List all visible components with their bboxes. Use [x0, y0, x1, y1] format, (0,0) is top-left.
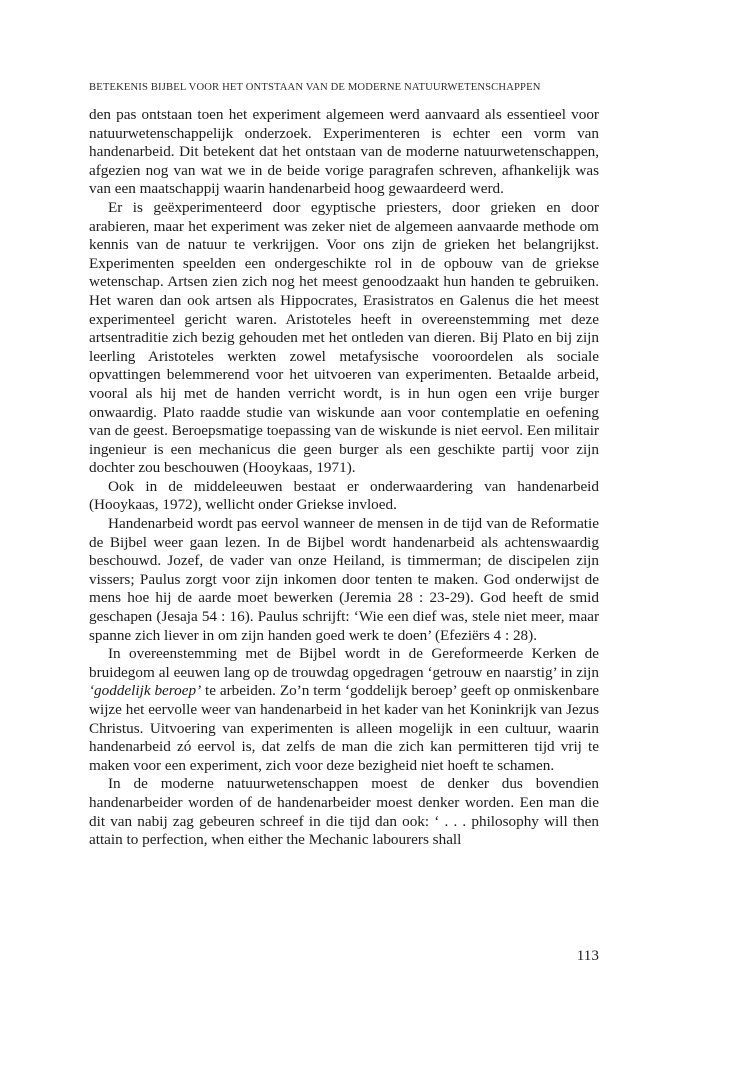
- body-text: [89, 106, 599, 850]
- paragraph-5-text-after: te arbeiden. Zo’n term ‘goddelijk beroep’ geeft op onmiskenbare wijze het eervolle weer van handenarbeid in het kader van het Koninkrijk van Jezus Christus. Uitvoering van experimenten is alleen mogelijk in een cultuur, waarin handenarbeid zó eervol is, dat zelfs de man die zich kan permitteren tijd vrij te maken voor een experiment, zich voor deze bezigheid niet hoeft te schamen.: [89, 682, 599, 774]
- running-head: BETEKENIS BIJBEL VOOR HET ONTSTAAN VAN DE MODERNE NATUURWETENSCHAPPEN: [89, 82, 541, 93]
- page-number: 113: [576, 947, 599, 964]
- paragraph-5-text-before: In overeenstemming met de Bijbel wordt in de Gereformeerde Kerken de bruidegom al eeuwen lang op de trouwdag opgedragen ‘getrouw en naarstig’ in zijn: [89, 645, 599, 681]
- paragraph-4: Handenarbeid wordt pas eervol wanneer de mensen in de tijd van de Reformatie de Bijbel weer gaan lezen. In de Bijbel wordt handenarbeid als achtenswaardig beschouwd. Jozef, de vader van onze Heiland, is timmerman; de discipelen zijn vissers; Paulus zorgt voor zijn inkomen door tenten te maken. God onderwijst de mens hoe hij de aarde moet bewerken (Jeremia 28 : 23-29). God heeft de smid geschapen (Jesaja 54 : 16). Paulus schrijft: ‘Wie een dief was, stele niet meer, maar spanne zich liever in om zijn handen goed werk te doen’ (Efeziërs 4 : 28).: [89, 515, 599, 644]
- paragraph-5-italic-term: ‘goddelijk beroep’: [89, 682, 202, 700]
- paragraph-2: Er is geëxperimenteerd door egyptische priesters, door grieken en door arabieren, maar het experiment was zeker niet de algemeen aanvaarde methode om kennis van de natuur te verkrijgen. Voor ons zijn de grieken het belangrijkst. Experimenten speelden een ondergeschikte rol in de opbouw van de griekse wetenschap. Artsen zien zich nog het meest genoodzaakt hun handen te gebruiken. Het waren dan ook artsen als Hippocrates, Erasistratos en Galenus die het meest experimenteel gericht waren. Aristoteles heeft in overeenstemming met deze artsentraditie zich bezig gehouden met het ontleden van dieren. Bij Plato en bij zijn leerling Aristoteles werkten zowel metafysische vooroordelen als sociale opvattingen belemmerend voor het uitvoeren van experimenten. Betaalde arbeid, vooral als hij met de handen verricht wordt, is in hun ogen een vrije burger onwaardig. Plato raadde studie van wiskunde aan voor contemplatie en oefening van de geest. Beroepsmatige toepassing van de wiskunde is niet eervol. Een militair ingenieur is een mechanicus die geen burger als een geschikte partij voor zijn dochter zou beschouwen (Hooykaas, 1971).: [89, 198, 599, 477]
- paragraph-5: [89, 645, 599, 775]
- paragraph-3: Ook in de middeleeuwen bestaat er onderwaardering van handenarbeid (Hooykaas, 1972), wellicht onder Griekse invloed.: [89, 477, 599, 514]
- paragraph-6: In de moderne natuurwetenschappen moest de denker dus bovendien handenarbeider worden of de handenarbeider moest denker worden. Een man die dit van nabij zag gebeuren schreef in die tijd dan ook: ‘ . . . philosophy will then attain to perfection, when either the Mechanic labourers shall: [89, 775, 599, 849]
- paragraph-1: den pas ontstaan toen het experiment algemeen werd aanvaard als essentieel voor natuurwetenschappelijk onderzoek. Experimenteren is echter een vorm van handenarbeid. Dit betekent dat het ontstaan van de moderne natuurwetenschappen, afgezien nog van wat we in de beide vorige paragrafen schreven, afhankelijk was van een maatschappij waarin handenarbeid hoog gewaardeerd werd.: [89, 106, 599, 198]
